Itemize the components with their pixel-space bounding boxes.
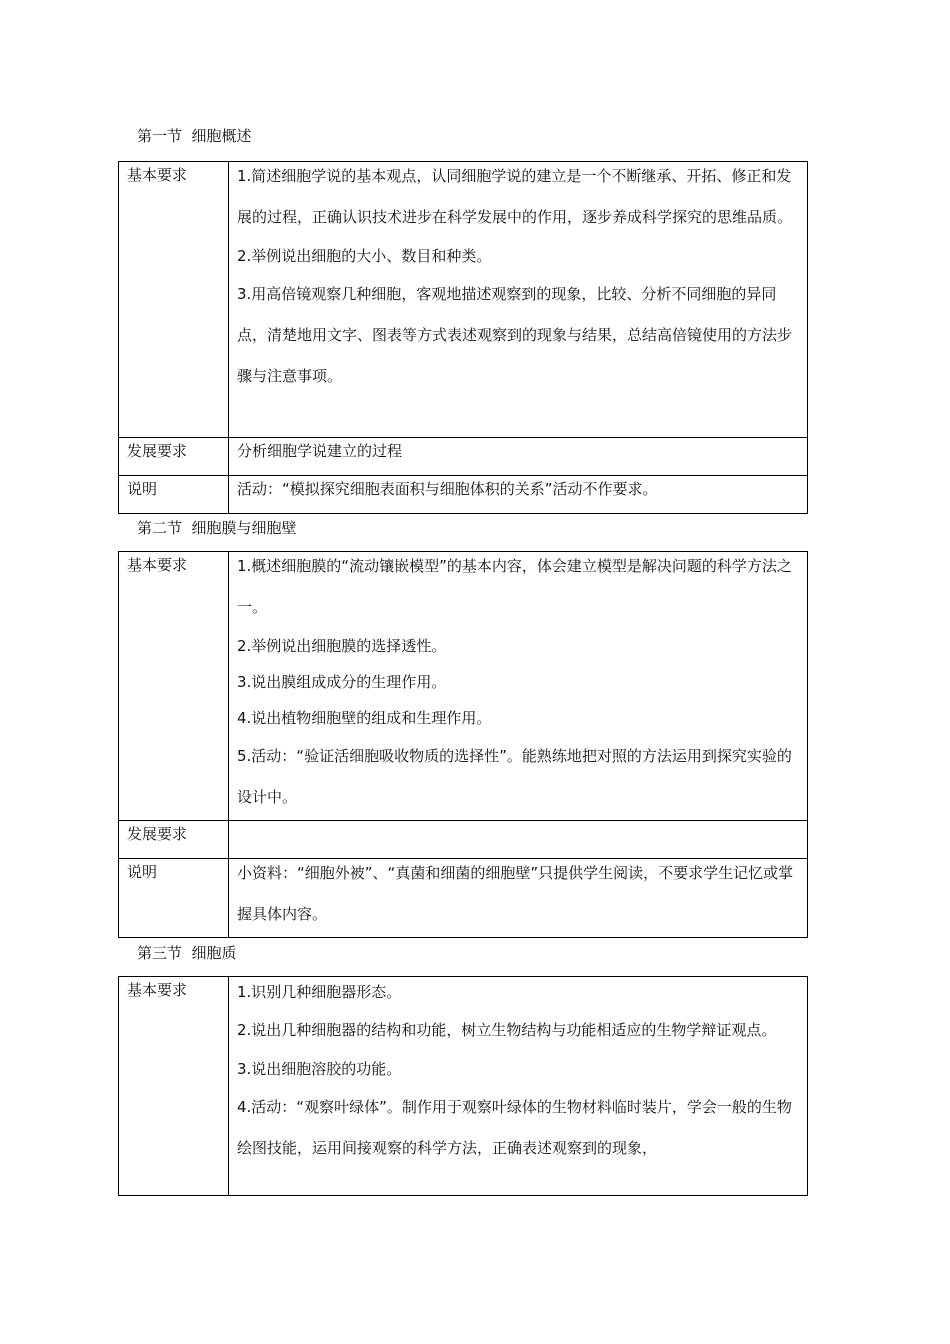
table-row (119, 438, 808, 476)
row-content-cell (229, 977, 808, 1196)
requirement-item: 小资料：“细胞外被”、“真菌和细菌的细胞壁”只提供学生阅读，不要求学生记忆或掌握具体内容。 (237, 864, 794, 923)
requirement-item: 3.说出膜组成成分的生理作用。 (237, 673, 447, 691)
row-content-cell (229, 438, 808, 476)
row-label: 发展要求 (127, 825, 188, 843)
requirement-item: 2.说出几种细胞器的结构和功能，树立生物结构与功能相适应的生物学辩证观点。 (237, 1021, 777, 1039)
requirement-item: 2.举例说出细胞膜的选择透性。 (237, 637, 447, 655)
row-content-cell (229, 476, 808, 514)
table-row (119, 859, 808, 938)
section-heading: 第一节 细胞概述 (137, 127, 252, 145)
row-label-cell (119, 859, 229, 938)
row-label-cell (119, 476, 229, 514)
requirements-table (118, 976, 808, 1196)
requirement-item: 1.识别几种细胞器形态。 (237, 983, 402, 1001)
requirement-item: 3.用高倍镜观察几种细胞，客观地描述观察到的现象，比较、分析不同细胞的异同点，清楚地用文字、图表等方式表述观察到的现象与结果，总结高倍镜使用的方法步骤与注意事项。 (237, 285, 793, 385)
row-content-cell (229, 162, 808, 438)
requirement-item: 4.说出植物细胞壁的组成和生理作用。 (237, 709, 492, 727)
row-label-cell (119, 162, 229, 438)
requirement-item: 活动：“模拟探究细胞表面积与细胞体积的关系”活动不作要求。 (237, 480, 658, 498)
requirements-table (118, 551, 808, 938)
row-label-cell (119, 438, 229, 476)
requirement-item: 4.活动：“观察叶绿体”。制作用于观察叶绿体的生物材料临时装片，学会一般的生物绘图技能，运用间接观察的科学方法，正确表述观察到的现象， (237, 1098, 792, 1157)
requirement-item: 分析细胞学说建立的过程 (237, 442, 403, 460)
row-label-cell (119, 821, 229, 859)
row-content-cell (229, 859, 808, 938)
row-label: 说明 (127, 863, 158, 881)
row-content-cell (229, 552, 808, 821)
requirement-item: 3.说出细胞溶胶的功能。 (237, 1060, 402, 1078)
table-row (119, 476, 808, 514)
section-heading: 第三节 细胞质 (137, 944, 237, 962)
table-row (119, 162, 808, 438)
table-row (119, 977, 808, 1196)
row-label-cell (119, 977, 229, 1196)
row-label: 说明 (127, 480, 158, 498)
row-label: 基本要求 (127, 556, 188, 574)
row-label: 基本要求 (127, 981, 188, 999)
table-row (119, 552, 808, 821)
requirement-item: 2.举例说出细胞的大小、数目和种类。 (237, 247, 492, 265)
requirement-item: 5.活动：“验证活细胞吸收物质的选择性”。能熟练地把对照的方法运用到探究实验的设计中。 (237, 747, 792, 806)
row-label: 发展要求 (127, 442, 188, 460)
requirement-item: 1.简述细胞学说的基本观点，认同细胞学说的建立是一个不断继承、开拓、修正和发展的过程，正确认识技术进步在科学发展中的作用，逐步养成科学探究的思维品质。 (237, 167, 793, 226)
requirement-item: 1.概述细胞膜的“流动镶嵌模型”的基本内容，体会建立模型是解决问题的科学方法之一。 (237, 557, 792, 616)
requirements-table (118, 161, 808, 514)
row-label-cell (119, 552, 229, 821)
row-label: 基本要求 (127, 166, 188, 184)
section-heading: 第二节 细胞膜与细胞壁 (137, 519, 297, 537)
